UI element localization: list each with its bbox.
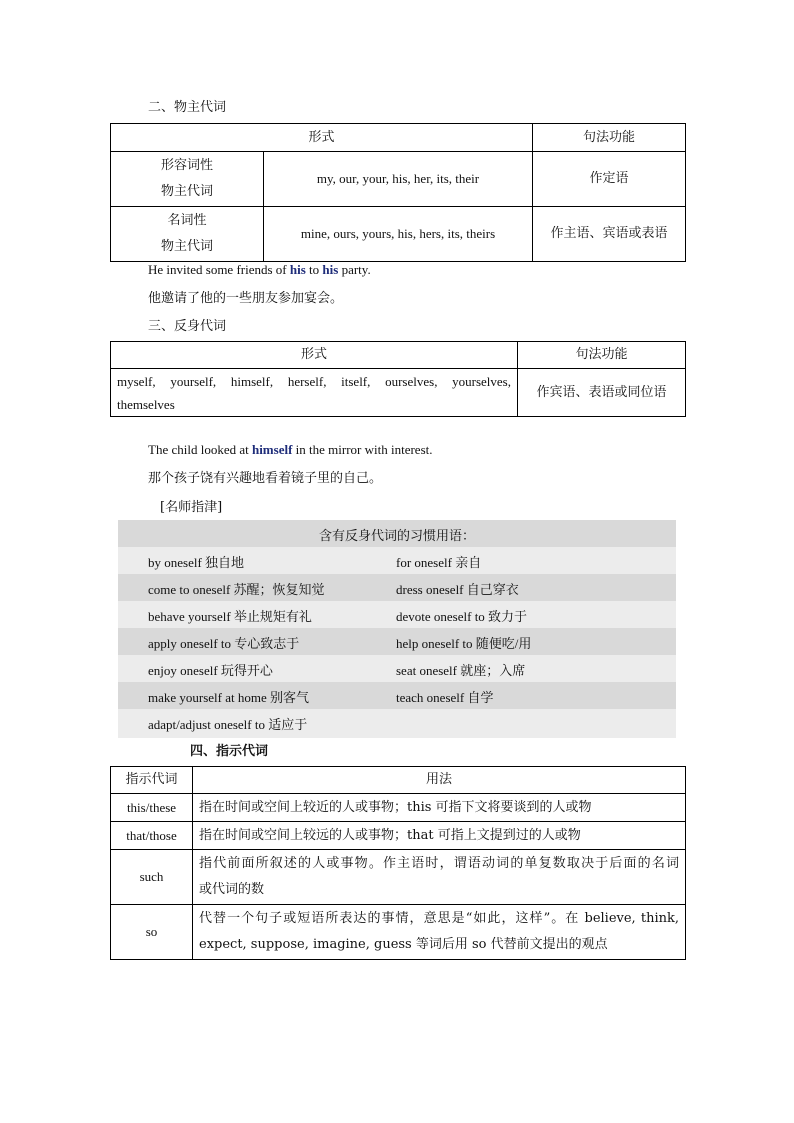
table-row [111, 822, 686, 850]
table-row [111, 905, 686, 960]
list-item: by oneself 独自地 for oneself 亲自 [118, 547, 676, 574]
idioms-title-row [118, 520, 676, 547]
row-forms: my, our, your, his, her, its, their [264, 152, 533, 207]
table-header-form: 形式 [111, 342, 518, 369]
table-row [111, 152, 686, 207]
list-item: come to oneself 苏醒；恢复知觉 dress oneself 自己穿衣 [118, 574, 676, 601]
table-row [111, 794, 686, 822]
section2-heading: 二、物主代词 [148, 100, 227, 115]
example-sentence-en: The child looked at himself in the mirror with interest. [148, 442, 433, 457]
row-function: 作定语 [533, 152, 686, 207]
section4-heading: 四、指示代词 [190, 744, 269, 759]
table-header-function: 句法功能 [518, 342, 686, 369]
row-word: this/these [111, 794, 193, 822]
table-row [111, 369, 686, 417]
idioms-title: 含有反身代词的习惯用语： [318, 529, 475, 544]
row-word: such [111, 850, 193, 905]
row-forms: myself, yourself, himself, herself, itself, ourselves, yourselves, themselves [111, 369, 518, 417]
possessive-pronoun-table [110, 123, 686, 262]
row-word: so [111, 905, 193, 960]
table-row [111, 207, 686, 262]
row-usage: 代替一个句子或短语所表达的事情，意思是“如此，这样”。在 believe, think, expect, suppose, imagine, guess 等词后用 so 代替前文提出的观点 [193, 905, 686, 960]
row-function: 作主语、宾语或表语 [533, 207, 686, 262]
table-header-usage: 用法 [193, 767, 686, 794]
section3-heading: 三、反身代词 [148, 319, 227, 334]
idioms-box [118, 520, 676, 738]
row-word: that/those [111, 822, 193, 850]
table-header-function: 句法功能 [533, 124, 686, 152]
list-item: apply oneself to 专心致志于 help oneself to 随便吃/用 [118, 628, 676, 655]
table-header-form: 形式 [111, 124, 533, 152]
row-usage: 指在时间或空间上较远的人或事物；that 可指上文提到过的人或物 [193, 822, 686, 850]
list-item: behave yourself 举止规矩有礼 devote oneself to 致力于 [118, 601, 676, 628]
list-item: make yourself at home 别客气 teach oneself 自学 [118, 682, 676, 709]
example-sentence-en: He invited some friends of his to his party. [148, 262, 371, 277]
table-row [111, 850, 686, 905]
example-sentence-zh: 他邀请了他的一些朋友参加宴会。 [148, 291, 344, 306]
row-label: 形容词性 物主代词 [111, 152, 264, 207]
reflexive-pronoun-table [110, 341, 686, 417]
teacher-tip-label: [名师指津] [160, 500, 223, 515]
table-header-word: 指示代词 [111, 767, 193, 794]
row-forms: mine, ours, yours, his, hers, its, theirs [264, 207, 533, 262]
demonstrative-pronoun-table [110, 766, 686, 960]
row-function: 作宾语、表语或同位语 [518, 369, 686, 417]
row-usage: 指在时间或空间上较近的人或事物；this 可指下文将要谈到的人或物 [193, 794, 686, 822]
list-item: enjoy oneself 玩得开心 seat oneself 就座；入席 [118, 655, 676, 682]
example-sentence-zh: 那个孩子饶有兴趣地看着镜子里的自己。 [148, 471, 383, 486]
row-label: 名词性 物主代词 [111, 207, 264, 262]
row-usage: 指代前面所叙述的人或事物。作主语时，谓语动词的单复数取决于后面的名词 或代词的数 [193, 850, 686, 905]
list-item: adapt/adjust oneself to 适应于 [118, 709, 676, 738]
